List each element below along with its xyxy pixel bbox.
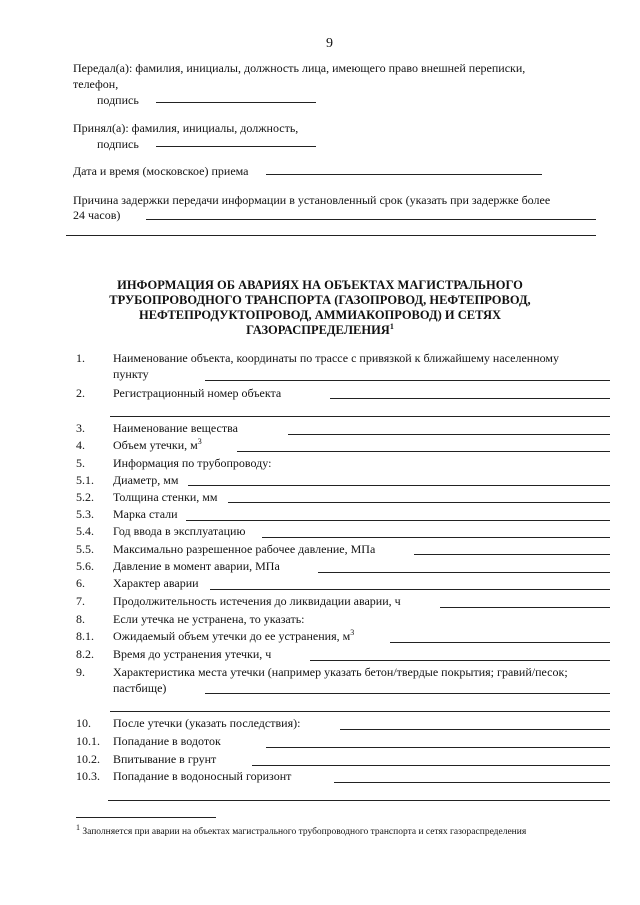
delay-field-2[interactable] (66, 235, 596, 236)
item-label-cont: пункту (113, 367, 149, 381)
accept-sign-field[interactable] (156, 146, 316, 147)
item-field[interactable] (288, 434, 610, 435)
item-field[interactable] (330, 398, 610, 399)
item-number: 8. (76, 612, 85, 626)
item-number: 2. (76, 386, 85, 400)
item-label: Наименование вещества (113, 421, 238, 435)
item-field[interactable] (414, 554, 610, 555)
item-label: Характеристика места утечки (например указать бетон/твердые покрытия; гравий/песок; (113, 665, 568, 679)
item-number: 9. (76, 665, 85, 679)
accept-sign-label: подпись (97, 137, 139, 151)
item-label: После утечки (указать последствия): (113, 716, 301, 730)
item-label-cont: пастбище) (113, 681, 167, 695)
transmit-sign-field[interactable] (156, 102, 316, 103)
item-label: Продолжительность истечения до ликвидации аварии, ч (113, 594, 401, 608)
item-number: 5.2. (76, 490, 94, 504)
item-label: Характер аварии (113, 576, 199, 590)
item-field[interactable] (237, 451, 610, 452)
delay-field[interactable] (146, 219, 596, 220)
item-field[interactable] (210, 589, 610, 590)
item-number: 7. (76, 594, 85, 608)
item-field[interactable] (310, 660, 610, 661)
item-label: Наименование объекта, координаты по трассе с привязкой к ближайшему населенному (113, 351, 559, 365)
item-number: 4. (76, 438, 85, 452)
transmit-line-2: телефон, (73, 77, 119, 91)
item-number: 8.1. (76, 629, 94, 643)
date-time-label: Дата и время (московское) приема (73, 164, 249, 178)
transmit-sign-label: подпись (97, 93, 139, 107)
item-label: Попадание в водоносный горизонт (113, 769, 292, 783)
item-field[interactable] (252, 765, 610, 766)
item-field[interactable] (205, 693, 610, 694)
heading-line-1: ИНФОРМАЦИЯ ОБ АВАРИЯХ НА ОБЪЕКТАХ МАГИСТРАЛЬНОГО (117, 278, 523, 292)
heading-footnote-mark: 1 (389, 321, 394, 331)
item-number: 1. (76, 351, 85, 365)
item-number: 5.6. (76, 559, 94, 573)
item-label: Давление в момент аварии, МПа (113, 559, 280, 573)
item-label: Ожидаемый объем утечки до ее устранения, $м^3$ (113, 628, 355, 643)
heading-line-4: ГАЗОРАСПРЕДЕЛЕНИЯ (246, 323, 390, 337)
item-field[interactable] (186, 520, 610, 521)
item-field-2[interactable] (108, 800, 610, 801)
item-label: Впитывание в грунт (113, 752, 217, 766)
section-heading (60, 278, 580, 338)
footnote: $^1$ Заполняется при аварии на объектах магистрального трубопроводного транспорта и сетях газораспределения (76, 822, 527, 837)
item-number: 3. (76, 421, 85, 435)
item-label: Максимально разрешенное рабочее давление, МПа (113, 542, 376, 556)
item-field[interactable] (228, 502, 610, 503)
item-label: Попадание в водоток (113, 734, 221, 748)
item-field[interactable] (188, 485, 610, 486)
item-number: 5.1. (76, 473, 94, 487)
item-label: Регистрационный номер объекта (113, 386, 282, 400)
item-label: Марка стали (113, 507, 178, 521)
heading-line-2: ТРУБОПРОВОДНОГО ТРАНСПОРТА (ГАЗОПРОВОД, НЕФТЕПРОВОД, (109, 293, 531, 307)
item-field[interactable] (318, 572, 610, 573)
item-label: Время до устранения утечки, ч (113, 647, 272, 661)
item-number: 5.3. (76, 507, 94, 521)
heading-line-3: НЕФТЕПРОДУКТОПРОВОД, АММИАКОПРОВОД) И СЕТЯХ (138, 308, 502, 322)
item-number: 10.3. (76, 769, 100, 783)
item-label: Если утечка не устранена, то указать: (113, 612, 305, 626)
item-field[interactable] (334, 782, 610, 783)
accept-line-1: Принял(а): фамилия, инициалы, должность, (73, 121, 299, 135)
item-field[interactable] (440, 607, 610, 608)
item-label: Объем утечки, $м^3$ (113, 437, 202, 452)
item-field[interactable] (340, 729, 610, 730)
item-field-2[interactable] (110, 416, 610, 417)
delay-line-2: 24 часов) (73, 208, 121, 222)
item-field[interactable] (390, 642, 610, 643)
item-field[interactable] (205, 380, 610, 381)
item-number: 5.4. (76, 524, 94, 538)
item-number: 5.5. (76, 542, 94, 556)
item-number: 10.1. (76, 734, 100, 748)
date-time-field[interactable] (266, 174, 542, 175)
item-number: 10.2. (76, 752, 100, 766)
transmit-line-1: Передал(а): фамилия, инициалы, должность лица, имеющего право внешней переписки, (73, 61, 526, 75)
item-field[interactable] (262, 537, 610, 538)
item-number: 5. (76, 456, 85, 470)
item-label: Диаметр, мм (113, 473, 179, 487)
item-number: 10. (76, 716, 91, 730)
item-label: Год ввода в эксплуатацию (113, 524, 246, 538)
footnote-separator (76, 817, 216, 818)
item-field[interactable] (266, 747, 610, 748)
item-label: Толщина стенки, мм (113, 490, 218, 504)
page-number: 9 (326, 36, 333, 51)
item-label: Информация по трубопроводу: (113, 456, 272, 470)
item-number: 6. (76, 576, 85, 590)
delay-line-1: Причина задержки передачи информации в установленный срок (указать при задержке более (73, 193, 551, 207)
item-number: 8.2. (76, 647, 94, 661)
item-field-2[interactable] (110, 711, 610, 712)
